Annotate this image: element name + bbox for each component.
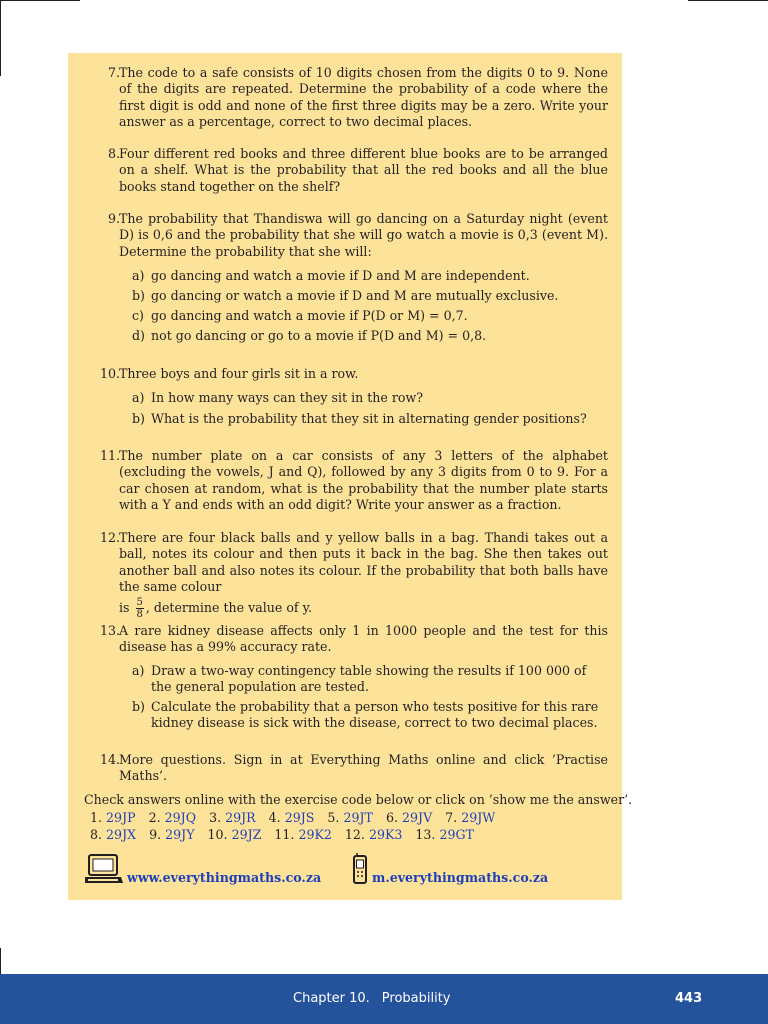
question-number: 10. bbox=[99, 366, 120, 381]
exercise-code-link[interactable]: 29JQ bbox=[164, 810, 197, 825]
exercise-number: 6. bbox=[385, 810, 398, 825]
crop-mark bbox=[688, 0, 768, 1]
question-number: 12. bbox=[99, 530, 120, 545]
question-number: 7. bbox=[107, 65, 120, 80]
question-text: Four different red books and three different blue books are to be arranged on a shelf. What is the probability that all the red books and all the blue books stand together on the shelf? bbox=[119, 146, 608, 194]
part-text: Draw a two-way contingency table showing the results if 100 000 of the general population are tested. bbox=[151, 663, 587, 695]
web-link-text[interactable]: www.everythingmaths.co.za bbox=[127, 870, 322, 885]
question-text: Three boys and four girls sit in a row. bbox=[119, 366, 359, 381]
exercise-code-link[interactable]: 29JZ bbox=[231, 827, 262, 842]
check-answers-text: Check answers online with the exercise code below or click on ’show me the answer’. bbox=[84, 792, 633, 807]
exercise-number: 13. bbox=[415, 827, 436, 842]
exercise-code-item bbox=[386, 810, 432, 825]
mobile-link-text[interactable]: m.everythingmaths.co.za bbox=[372, 870, 549, 885]
exercise-code-link[interactable]: 29JP bbox=[106, 810, 136, 825]
chapter-heading bbox=[293, 991, 451, 1006]
exercise-number: 11. bbox=[274, 827, 295, 842]
exercise-code-item bbox=[209, 810, 256, 825]
exercise-code-item bbox=[415, 827, 474, 842]
part-text: not go dancing or go to a movie if P(D and M) = 0,8. bbox=[151, 328, 487, 343]
exercise-code-link[interactable]: 29JR bbox=[225, 810, 256, 825]
question-text: The probability that Thandiswa will go dancing on a Saturday night (event D) is 0,6 and the probability that she will go watch a movie is 0,3 (event M). Determine the probability that she will: bbox=[119, 211, 608, 259]
chapter-number: Chapter 10. bbox=[293, 991, 370, 1006]
exercise-code-item bbox=[149, 810, 196, 825]
exercise-code-item bbox=[345, 827, 403, 842]
page-footer bbox=[0, 974, 768, 1024]
exercise-number: 12. bbox=[344, 827, 365, 842]
chapter-title: Probability bbox=[381, 991, 451, 1006]
crop-mark bbox=[0, 0, 1, 76]
exercise-code-item bbox=[327, 810, 373, 825]
question-number: 14. bbox=[99, 752, 120, 767]
exercise-code-item bbox=[90, 827, 136, 842]
question-number: 11. bbox=[99, 448, 120, 463]
question-text: A rare kidney disease affects only 1 in 1000 people and the test for this disease has a 99% accuracy rate. bbox=[119, 623, 608, 655]
laptop-icon bbox=[84, 853, 124, 885]
exercise-number: 10. bbox=[207, 827, 228, 842]
fraction: $\frac{5}{8}$ bbox=[136, 596, 143, 620]
part-text: go dancing or watch a movie if D and M are mutually exclusive. bbox=[151, 288, 559, 303]
exercise-code-item bbox=[445, 810, 495, 825]
crop-mark bbox=[0, 948, 1, 974]
exercise-code-link[interactable]: 29JT bbox=[343, 810, 373, 825]
exercise-code-item bbox=[269, 810, 315, 825]
question-text: The number plate on a car consists of any 3 letters of the alphabet (excluding the vowels, J and Q), followed by any 3 digits from 0 to 9. For a car chosen at random, what is the probability that the number plate starts with a Y and ends with an odd digit? Write your answer as a fraction. bbox=[119, 448, 608, 513]
exercise-number: 4. bbox=[268, 810, 281, 825]
exercise-code-link[interactable]: 29JS bbox=[284, 810, 315, 825]
exercise-code-item bbox=[149, 827, 194, 842]
exercise-code-item bbox=[208, 827, 262, 842]
part-text: In how many ways can they sit in the row? bbox=[151, 390, 423, 405]
exercise-panel: 7. The code to a safe consists of 10 digits chosen from the digits 0 to 9. None of the digits are repeated. Determine the probability of a code where the first digit is odd and none of the first three digits may be a zero. Write your answer as a percentage, correct to two decimal places. 8. Four different red books and three different blue books are to be arranged on a shelf. What is the probability that all the red books and all the blue books stand together on the shelf? 9. The probability that Thandiswa will go dancing on a Saturday night (event D) is 0,6 and the probability that she will go watch a movie is 0,3 (event M). Determine the probability that she will: a) go dancing and watch a movie if D and M are independent. b) go dancing or watch a movie if D and M are mutually exclusive. c) go dancing and watch a movie if P(D or M) = 0,7. d) not go dancing or go to a movie if P(D and M) = 0,8. 10. Three boys and four girls sit in a row. a) In how many ways can they sit in the row? b) What is the probability that they sit in alternating gender positions? 11. The number plate on a car consists of any 3 letters of the alphabet (excluding the vowels, J and Q), followed by any 3 digits from 0 to 9. For a car chosen at random, what is the probability that the number plate starts with a Y and ends with an odd digit? Write your answer as a fraction. 12. There are four black balls and y yellow balls in a bag. Thandi takes out a ball, notes its colour and then puts it back in the bag. She then takes out another ball and also notes its colour. If the probability that both balls have the same colour is $\frac{5}{8}$ , determine the value of y. 13. A rare kidney disease affects only 1 in 1000 people and the test for this disease has a 99% accuracy rate. a) Draw a two-way contingency table showing the results if 100 000 of the general population are tested. b) Calculate the probability that a person who tests positive for this rare kidney disease is sick with the disease, correct to two decimal places. 14. More questions. Sign in at Everything Maths online and click ’Practise Maths’. Check answers online with the exercise code below or click on ’show me the answer’. 1. 29JP 2. 29JQ 3. 29JR 4. 29JS 5. 29JT 6. 29JV 7. 29JW 8. 29JX 9. 29JY 10. 29JZ 11. 29K2 12. 29K3 13. 29GT www.everythingmaths.co.za m.everythingmaths.co.za bbox=[68, 53, 622, 900]
question-number: 9. bbox=[107, 211, 120, 226]
part-text: Calculate the probability that a person who tests positive for this rare kidney disease is sick with the disease, correct to two decimal places. bbox=[151, 699, 599, 731]
exercise-code-item bbox=[90, 810, 136, 825]
part-text: What is the probability that they sit in alternating gender positions? bbox=[151, 411, 587, 426]
exercise-number: 3. bbox=[209, 810, 222, 825]
part-text: go dancing and watch a movie if P(D or M) = 0,7. bbox=[151, 308, 468, 323]
exercise-codes-row-1 bbox=[90, 810, 508, 825]
exercise-number: 7. bbox=[445, 810, 458, 825]
exercise-code-link[interactable]: 29JY bbox=[165, 827, 195, 842]
exercise-code-link[interactable]: 29JX bbox=[106, 827, 137, 842]
exercise-number: 9. bbox=[149, 827, 162, 842]
page-number: 443 bbox=[675, 991, 703, 1006]
question-text: More questions. Sign in at Everything Maths online and click ’Practise Maths’. bbox=[119, 752, 608, 784]
exercise-code-link[interactable]: 29K2 bbox=[298, 827, 332, 842]
exercise-code-item bbox=[274, 827, 332, 842]
crop-mark bbox=[0, 0, 80, 1]
exercise-number: 2. bbox=[148, 810, 161, 825]
exercise-number: 5. bbox=[327, 810, 340, 825]
question-number: 8. bbox=[107, 146, 120, 161]
question-text: There are four black balls and y yellow balls in a bag. Thandi takes out a ball, notes its colour and then puts it back in the bag. She then takes out another ball and also notes its colour. If the probability that both balls have the same colour is $\frac{5}{8}$ , determine the value of y. bbox=[119, 530, 608, 620]
exercise-code-link[interactable]: 29K3 bbox=[368, 827, 403, 842]
question-number: 13. bbox=[99, 623, 120, 638]
exercise-code-link[interactable]: 29JV bbox=[402, 810, 433, 825]
exercise-number: 8. bbox=[90, 827, 103, 842]
exercise-codes-row-2 bbox=[90, 827, 487, 842]
mobile-phone-icon bbox=[352, 853, 368, 885]
part-text: go dancing and watch a movie if D and M are independent. bbox=[151, 268, 530, 283]
exercise-code-link[interactable]: 29GT bbox=[439, 827, 474, 842]
exercise-code-link[interactable]: 29JW bbox=[461, 810, 496, 825]
question-text: The code to a safe consists of 10 digits chosen from the digits 0 to 9. None of the digits are repeated. Determine the probability of a code where the first digit is odd and none of the first three digits may be a zero. Write your answer as a percentage, correct to two decimal places. bbox=[119, 65, 608, 130]
exercise-number: 1. bbox=[90, 810, 103, 825]
